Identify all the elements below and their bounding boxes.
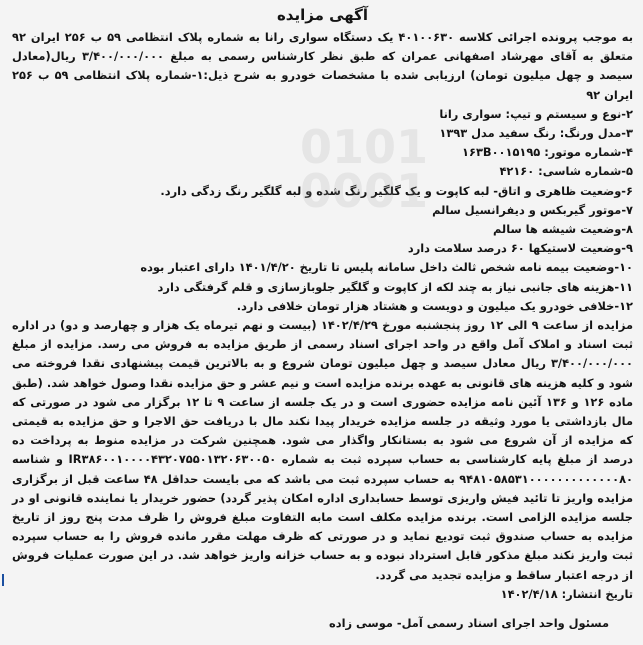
spec-item: ۲-نوع و سیستم و تیپ: سواری رانا — [439, 106, 633, 121]
signature-line: مسئول واحد اجرای اسناد رسمی آمل- موسی زاده — [329, 616, 609, 631]
notice-body — [12, 28, 633, 585]
spec-item: ۸-وضعیت شیشه ها سالم — [492, 222, 633, 237]
vehicle-specs-list — [12, 105, 633, 316]
auction-terms-paragraph: مزایده از ساعت ۹ الی ۱۲ روز پنجشنبه مورخ ۱۴۰۲/۴/۲۹ (بیست و نهم تیرماه یک هزار و چهارصد و دو) در اداره ثبت اسناد و املاک آمل واقع در واحد اجرای اسناد رسمی از طریق مزایده به فروش می رسد. مزایده از مبلغ ۳/۴۰۰/۰۰۰/۰۰۰ ریال معادل سیصد و چهل میلیون تومان شروع و به بالاترین قیمت پیشنهادی نقدا فروخته می شود و کلیه هزینه های قانونی به عهده برنده مزایده است و نیم عشر و حق مزایده نقدا وصول خواهد شد. (طبق ماده ۱۲۶ و ۱۳۶ آئین نامه مزایده حضوری است و در یک جلسه از ساعت ۹ تا ۱۲ برگزار می شود در صورتی که مال بازداشتی یا مورد وثیقه در جلسه مزایده خریدار پیدا نکند مال با دریافت حق الاجرا و حق مزایده به قیمتی که مزایده از آن شروع می شود به بستانکار واگذار می شود. همچنین شرکت در مزایده منوط به پرداخت ده درصد از مبلغ پایه کارشناسی به حساب سپرده ثبت به شماره IR۳۸۶۰۰۱۰۰۰۰۴۳۲۰۷۵۵۰۱۳۲۰۶۳۰۰۵۰ و شناسه ۹۴۸۱۰۵۸۵۳۱۰۰۰۰۰۰۰۰۰۰۰۰۰۸۰ به حساب سپرده ثبت می باشد که می بایست حداقل ۴۸ ساعت قبل از برگزاری مزایده واریز تا تائید فیش واریزی توسط حسابداری اداره امکان پذیر گردد) حضور خریدار یا نماینده قانونی او در جلسه مزایده الزامی است. برنده مزایده مکلف است مابه التفاوت مبلغ فروش را ظرف مدت پنج روز از تاریخ مزایده به حساب صندوق ثبت تودیع نماید و در صورتی که ظرف مهلت مقرر مانده فروش را به حساب سپرده ثبت واریز نکند مبلغ مذکور قابل استرداد نبوده و به حساب خزانه واریز خواهد شد. در این صورت عملیات فروش از درجه اعتبار ساقط و مزایده تجدید می گردد. — [12, 318, 633, 582]
spec-item: ۶-وضعیت ظاهری و اتاق- لبه کاپوت و یک گلگیر رنگ شده و لبه گلگیر رنگ زدگی دارد. — [160, 183, 633, 198]
spec-item: ۹-وضعیت لاستیکها ۶۰ درصد سلامت دارد — [407, 241, 633, 256]
notice-title: آگهی مزایده — [276, 6, 369, 24]
publish-date: تاریخ انتشار: ۱۴۰۲/۴/۱۸ — [500, 586, 633, 601]
spec-item: ۱۱-هزینه های جانبی نیاز به چند لکه از کاپوت و گلگیر جلوبازسازی و قلم گرفتگی دارد — [157, 279, 633, 294]
spec-item: ۷-موتور گیربکس و دیفرانسیل سالم — [432, 202, 633, 217]
spec-item: ۴-شماره موتور: ۱۶۳B۰۰۱۵۱۹۵ — [462, 145, 633, 160]
spec-item: ۵-شماره شاسی: ۴۲۱۶۰ — [499, 164, 633, 179]
watermark: 0101 0001 — [300, 120, 429, 218]
intro-paragraph: به موجب پرونده اجرائی کلاسه ۴۰۱۰۰۶۳۰ یک دستگاه سواری رانا به شماره پلاک انتظامی ۵۹ ب ۲۵۶ ایران ۹۲ متعلق به آقای مهرشاد اصفهانی عمران که طبق نظر کارشناس رسمی به مبلغ ۳/۴۰۰/۰۰۰/۰۰۰ ریال(معادل سیصد و چهل میلیون تومان) ارزیابی شده با مشخصات خودرو به شرح ذیل:۱-شماره پلاک انتظامی ۵۹ ب ۲۵۶ ایران ۹۲ — [12, 30, 633, 102]
notice-footer — [12, 585, 633, 633]
spec-item: ۳-مدل ورنگ: رنگ سفید مدل ۱۳۹۳ — [439, 126, 633, 141]
edge-marker — [2, 574, 10, 586]
spec-item: ۱۰-وضعیت بیمه نامه شخص ثالث داخل سامانه پلیس تا تاریخ ۱۴۰۱/۴/۲۰ دارای اعتبار بوده — [140, 260, 633, 275]
spec-item: ۱۲-خلافی خودرو یک میلیون و دویست و هشتاد هزار تومان خلافی دارد. — [236, 298, 633, 313]
